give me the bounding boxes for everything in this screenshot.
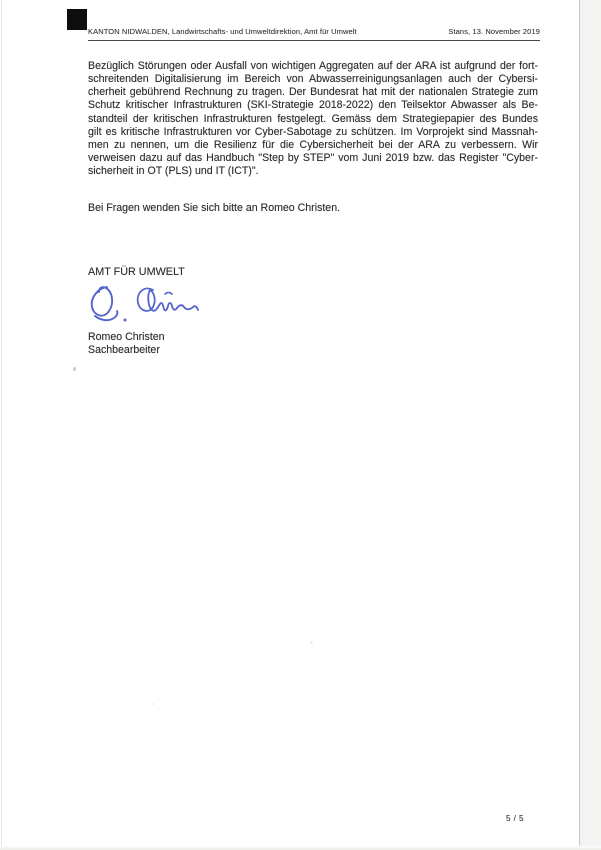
body-line: sicherheit in OT (PLS) und IT (ICT)". (88, 165, 259, 178)
paper-edge-left (1, 0, 2, 850)
body-paragraph (88, 60, 538, 178)
body-line: Bezüglich Störungen oder Ausfall von wichtigen Aggregaten auf der ARA ist aufgrund der fort- (88, 60, 538, 72)
body-line: cherheit gebührend Rechnung zu tragen. Der Bundesrat hat mit der nationalen Strategie zum (88, 86, 538, 99)
signature-stroke-initial (92, 287, 112, 316)
scan-background-right (580, 0, 601, 850)
body-line: verweisen dazu auf das Handbuch "Step by STEP" vom Juni 2019 bzw. das Register "Cyber- (88, 152, 538, 165)
signer-block (88, 331, 388, 357)
signature-i-dot-accent (165, 293, 172, 295)
scan-speck (73, 367, 76, 371)
contact-note: Bei Fragen wenden Sie sich bitte an Romeo Christen. (88, 202, 341, 214)
body-line: gilt es kritische Infrastrukturen vor Cyber-Sabotage zu schützen. Im Vorprojekt sind Massnah- (88, 125, 538, 138)
scan-speck (152, 703, 154, 705)
scan-speck (310, 641, 313, 644)
letterhead-place-date: Stans, 13. November 2019 (448, 27, 540, 36)
body-line: schreitenden Digitalisierung im Bereich von Abwasserreinigungsanlagen auch der Cybersi- (88, 73, 538, 86)
office-name: AMT FÜR UMWELT (88, 266, 185, 278)
body-line: standteil der kritischen Infrastrukturen festgelegt. Gemäss dem Strategiepapier des Bundes (88, 112, 538, 125)
signature-period-dot (124, 319, 127, 322)
signer-name: Romeo Christen (88, 331, 165, 343)
redaction-mark (67, 9, 87, 30)
page-number: 5 / 5 (506, 814, 524, 823)
body-line: men zu nennen, um die Resilienz für die Cybersicherheit bei der ARA zu verbessern. Wir (88, 138, 538, 151)
letterhead-office-line: KANTON NIDWALDEN, Landwirtschafts- und Umweltdirektion, Amt für Umwelt (88, 27, 357, 36)
body-line: Schutz kritischer Infrastrukturen (SKI-Strategie 2018-2022) den Teilsektor Abwasser als Be- (88, 99, 538, 112)
signature-icon (85, 280, 200, 334)
paper-edge-bottom (0, 846, 601, 850)
signer-role: Sachbearbeiter (88, 344, 160, 357)
paper-edge-right (579, 0, 580, 850)
letterhead (88, 27, 540, 41)
